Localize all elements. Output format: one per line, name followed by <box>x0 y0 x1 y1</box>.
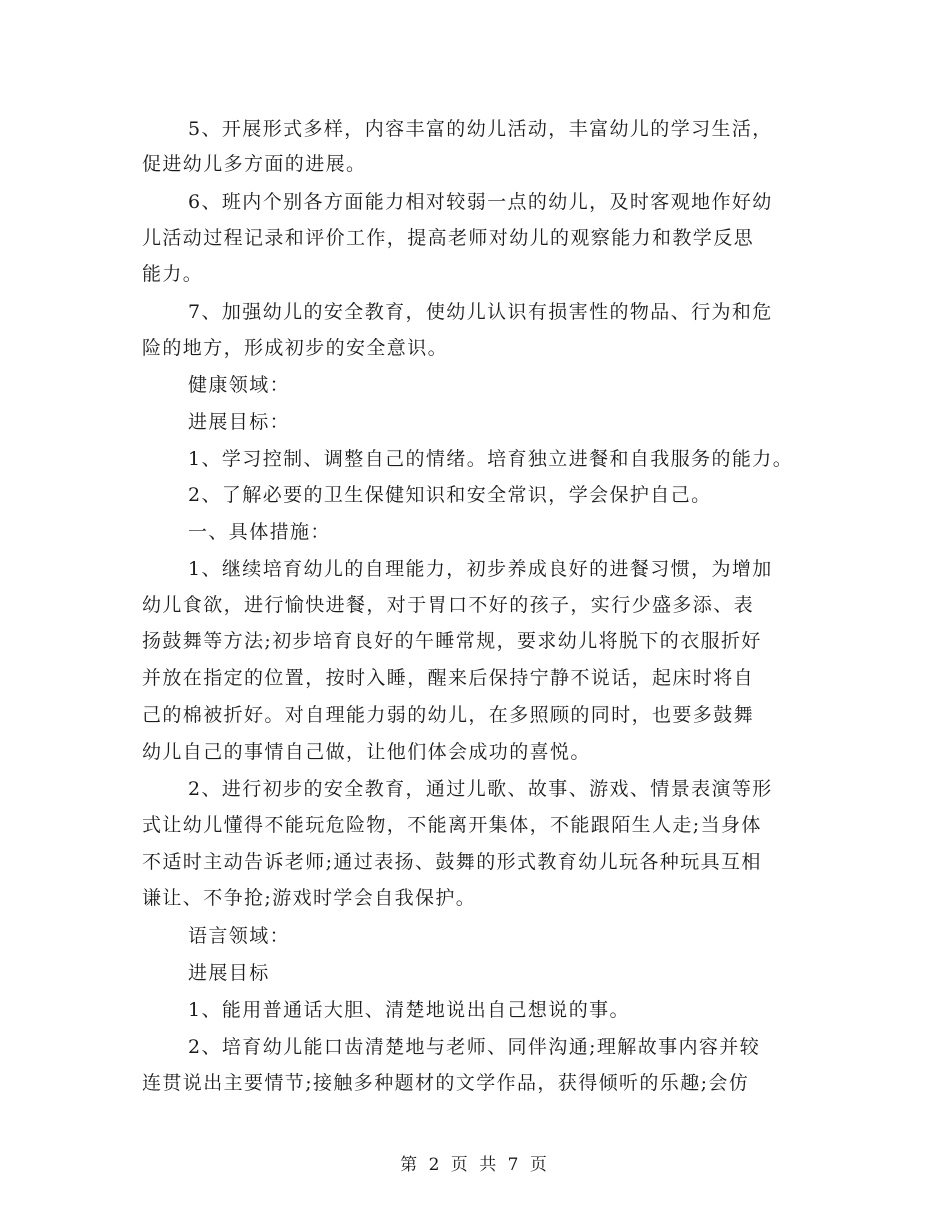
text-line: 儿活动过程记录和评价工作，提高老师对幼儿的观察能力和教学反思 <box>142 227 755 249</box>
section-heading: 健康领域： <box>188 374 291 396</box>
subsection-heading: 进展目标 <box>188 962 270 984</box>
text-line: 己的棉被折好。对自理能力弱的幼儿，在多照顾的同时，也要多鼓舞 <box>142 704 755 726</box>
text-line: 2、培育幼儿能口齿清楚地与老师、同伴沟通;理解故事内容并较 <box>188 1036 761 1058</box>
text-line: 谦让、不争抢;游戏时学会自我保护。 <box>142 887 477 909</box>
text-line: 促进幼儿多方面的进展。 <box>142 153 367 175</box>
page-footer: 第 2 页 共 7 页 <box>400 1155 550 1175</box>
text-line: 2、进行初步的安全教育，通过儿歌、故事、游戏、情景表演等形 <box>188 778 773 800</box>
text-line: 7、加强幼儿的安全教育，使幼儿认识有损害性的物品、行为和危 <box>188 301 773 323</box>
text-line: 式让幼儿懂得不能玩危险物，不能离开集体，不能跟陌生人走;当身体 <box>142 814 762 836</box>
text-line: 幼儿食欲，进行愉快进餐，对于胃口不好的孩子，实行少盛多添、表 <box>142 594 755 616</box>
text-line: 能力。 <box>142 263 204 285</box>
text-line: 6、班内个别各方面能力相对较弱一点的幼儿，及时客观地作好幼 <box>188 191 773 213</box>
text-line: 连贯说出主要情节;接触多种题材的文学作品，获得倾听的乐趣;会仿 <box>142 1072 750 1094</box>
text-line: 扬鼓舞等方法;初步培育良好的午睡常规，要求幼儿将脱下的衣服折好 <box>142 630 762 652</box>
text-line: 并放在指定的位置，按时入睡，醒来后保持宁静不说话，起床时将自 <box>142 667 755 689</box>
subsection-heading: 一、具体措施： <box>188 521 331 543</box>
text-line: 5、开展形式多样，内容丰富的幼儿活动，丰富幼儿的学习生活， <box>188 118 773 140</box>
section-heading: 语言领域： <box>188 925 291 947</box>
text-line: 2、了解必要的卫生保健知识和安全常识，学会保护自己。 <box>188 484 712 506</box>
text-line: 1、继续培育幼儿的自理能力，初步养成良好的进餐习惯，为增加 <box>188 558 773 580</box>
text-line: 险的地方，形成初步的安全意识。 <box>142 337 449 359</box>
text-line: 1、能用普通话大胆、清楚地说出自己想说的事。 <box>188 999 630 1021</box>
subsection-heading: 进展目标： <box>188 411 291 433</box>
text-line: 不适时主动告诉老师;通过表扬、鼓舞的形式教育幼儿玩各种玩具互相 <box>142 851 762 873</box>
text-line: 幼儿自己的事情自己做，让他们体会成功的喜悦。 <box>142 741 591 763</box>
text-line: 1、学习控制、调整自己的情绪。培育独立进餐和自我服务的能力。 <box>188 448 794 470</box>
